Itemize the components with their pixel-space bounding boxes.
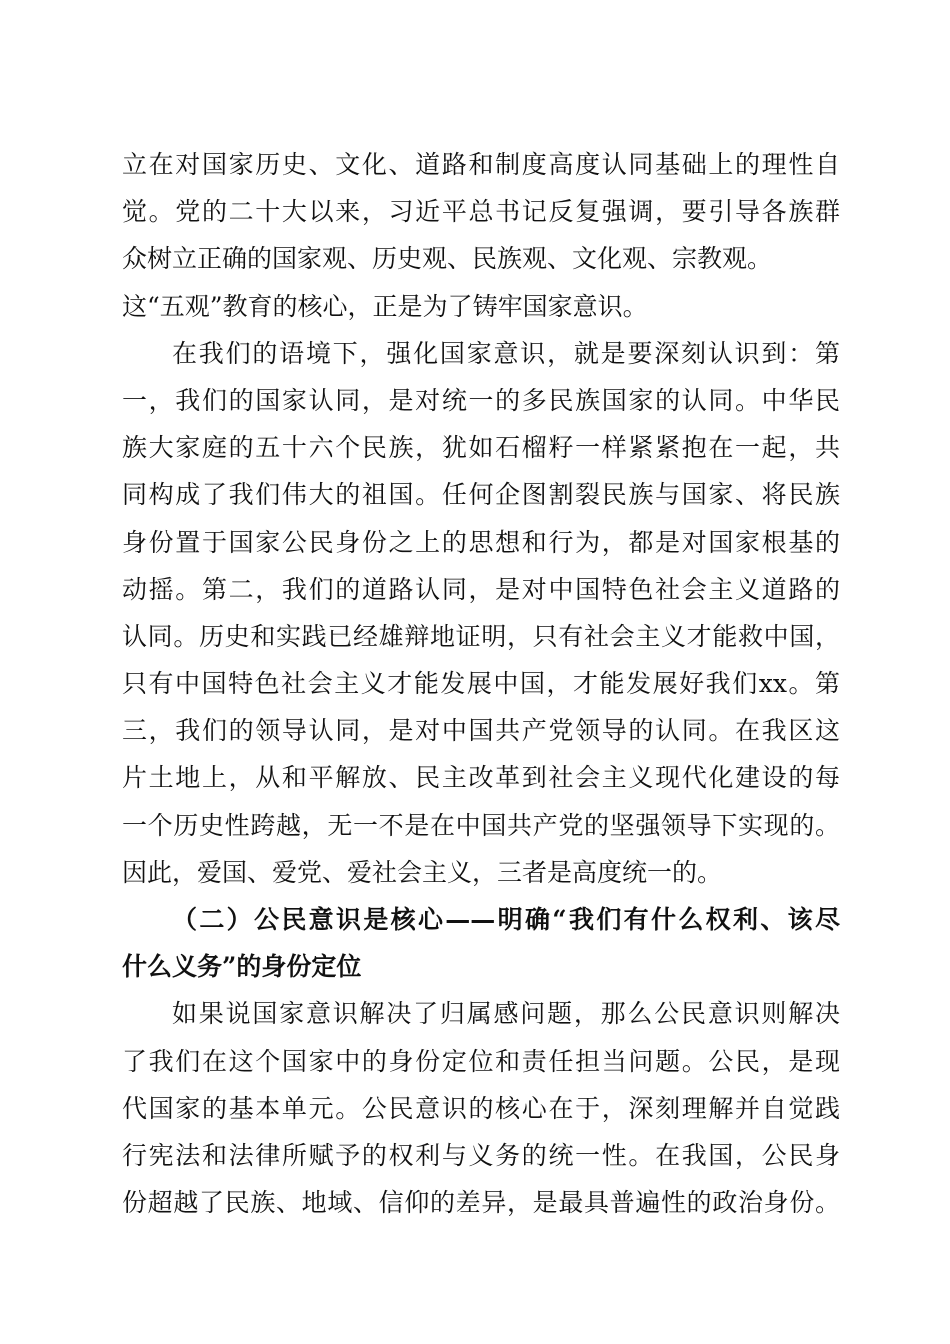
text-line: 只有中国特色社会主义才能发展中国，才能发展好我们xx。第: [122, 669, 840, 699]
text-line: 身份置于国家公民身份之上的思想和行为，都是对国家根基的: [122, 527, 840, 557]
text-line: 行宪法和法律所赋予的权利与义务的统一性。在我国，公民身: [122, 1140, 840, 1170]
text-line: 觉。党的二十大以来，习近平总书记反复强调，要引导各族群: [122, 197, 840, 227]
text-line: 动摇。第二，我们的道路认同，是对中国特色社会主义道路的: [122, 574, 840, 604]
text-line: 片土地上，从和平解放、民主改革到社会主义现代化建设的每: [122, 763, 840, 793]
heading-line: 什么义务”的身份定位: [122, 952, 362, 982]
text-line: 同构成了我们伟大的祖国。任何企图割裂民族与国家、将民族: [122, 480, 840, 510]
text-line: 代国家的基本单元。公民意识的核心在于，深刻理解并自觉践: [122, 1093, 840, 1123]
text-line: 在我们的语境下，强化国家意识，就是要深刻认识到：第: [172, 338, 840, 368]
text-line: 一，我们的国家认同，是对统一的多民族国家的认同。中华民: [122, 385, 840, 415]
paragraph-continuation: [122, 141, 840, 330]
text-line: 份超越了民族、地域、信仰的差异，是最具普遍性的政治身份。: [122, 1188, 840, 1218]
text-line: 因此，爱国、爱党、爱社会主义，三者是高度统一的。: [122, 857, 723, 887]
text-line: 如果说国家意识解决了归属感问题，那么公民意识则解决: [172, 999, 840, 1029]
text-line: 这“五观”教育的核心，正是为了铸牢国家意识。: [122, 291, 648, 321]
paragraph-national-consciousness: [122, 330, 840, 896]
heading-line: （二）公民意识是核心——明确“我们有什么权利、该尽: [172, 905, 840, 934]
text-line: 了我们在这个国家中的身份定位和责任担当问题。公民，是现: [122, 1046, 840, 1076]
section-heading: [122, 896, 840, 990]
text-line: 一个历史性跨越，无一不是在中国共产党的坚强领导下实现的。: [122, 810, 840, 840]
text-line: 三，我们的领导认同，是对中国共产党领导的认同。在我区这: [122, 716, 840, 746]
text-line: 认同。历史和实践已经雄辩地证明，只有社会主义才能救中国，: [122, 621, 840, 651]
text-line: 立在对国家历史、文化、道路和制度高度认同基础上的理性自: [122, 150, 840, 179]
text-line: 族大家庭的五十六个民族，犹如石榴籽一样紧紧抱在一起，共: [122, 433, 840, 463]
document-page: [122, 141, 840, 1226]
text-line: 众树立正确的国家观、历史观、民族观、文化观、宗教观。: [122, 244, 773, 274]
paragraph-civic-consciousness: [122, 990, 840, 1226]
